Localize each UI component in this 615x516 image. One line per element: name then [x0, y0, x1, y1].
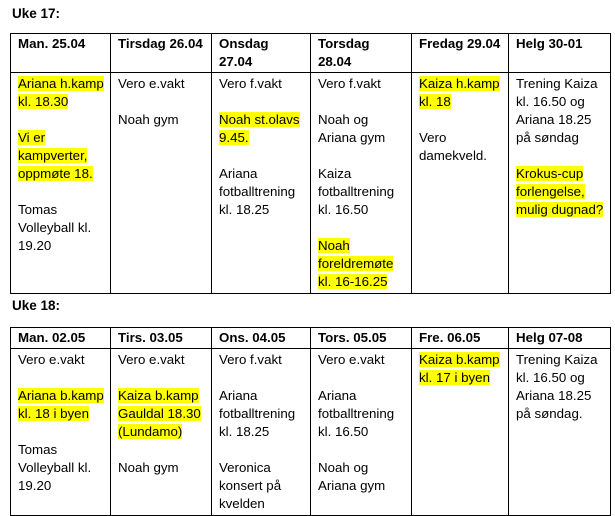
event-entry: [118, 75, 205, 93]
week-18-title: Uke 18:: [12, 298, 61, 313]
event-text: Kaiza h.kamp kl. 18: [419, 76, 500, 109]
event-entry: [118, 387, 205, 441]
event-text: Noah gym: [118, 460, 179, 475]
event-text: Tomas Volleyball kl. 19.20: [18, 442, 92, 493]
event-text: Veronica konsert på kvelden: [219, 460, 282, 511]
day-header: Tirsdag 26.04: [111, 34, 212, 73]
event-entry: [318, 387, 405, 441]
event-entry: [18, 441, 104, 495]
event-entry: [219, 459, 304, 513]
event-entry: [118, 111, 205, 129]
day-header: Torsdag 28.04: [311, 34, 412, 73]
event-text: Vero f.vakt: [219, 76, 282, 91]
day-header: Tirs. 03.05: [111, 328, 212, 349]
day-header: Man. 02.05: [11, 328, 111, 349]
event-text: Ariana b.kamp kl. 18 i byen: [18, 388, 104, 421]
event-entry: [318, 351, 405, 369]
event-text: Vero e.vakt: [118, 76, 185, 91]
day-cell: [212, 73, 311, 294]
event-entry: [118, 459, 205, 477]
event-entry: [419, 351, 502, 387]
week-18-table: [10, 327, 611, 516]
day-header: Helg 30-01: [509, 34, 611, 73]
event-entry: [18, 201, 104, 255]
event-text: Krokus-cup forlengelse, mulig dugnad?: [516, 166, 604, 217]
day-cell: [509, 349, 611, 516]
day-header: Onsdag 27.04: [212, 34, 311, 73]
event-entry: [516, 75, 604, 147]
event-text: Noah og Ariana gym: [318, 112, 386, 145]
event-text: Vero f.vakt: [219, 352, 282, 367]
event-text: Vero damekveld.: [419, 130, 487, 163]
day-header: Man. 25.04: [11, 34, 111, 73]
event-entry: [18, 351, 104, 369]
event-entry: [118, 351, 205, 369]
event-text: Vero f.vakt: [318, 76, 381, 91]
event-entry: [318, 237, 405, 291]
event-text: Ariana fotballtrening kl. 18.25: [219, 388, 296, 439]
event-text: Ariana fotballtrening kl. 18.25: [219, 166, 296, 217]
event-entry: [219, 75, 304, 93]
event-entry: [318, 75, 405, 93]
event-text: Ariana h.kamp kl. 18.30: [18, 76, 104, 109]
day-header: Fre. 06.05: [412, 328, 509, 349]
day-cell: [11, 73, 111, 294]
event-entry: [219, 111, 304, 147]
day-cell: [311, 349, 412, 516]
day-cell: [111, 73, 212, 294]
day-header: Helg 07-08: [509, 328, 611, 349]
event-entry: [516, 165, 604, 219]
day-cell: [111, 349, 212, 516]
event-text: Vero e.vakt: [118, 352, 185, 367]
header-row: [11, 328, 611, 349]
event-entry: [219, 387, 304, 441]
event-text: Kaiza b.kamp Gauldal 18.30 (Lundamo): [118, 388, 201, 439]
day-header: Tors. 05.05: [311, 328, 412, 349]
week-17-title: Uke 17:: [12, 6, 61, 21]
event-entry: [419, 75, 502, 111]
day-cell: [412, 349, 509, 516]
day-cell: [509, 73, 611, 294]
events-row: [11, 349, 611, 516]
event-text: Noah gym: [118, 112, 179, 127]
event-entry: [219, 165, 304, 219]
event-text: Vi er kampverter, oppmøte 18.: [18, 130, 93, 181]
events-row: [11, 73, 611, 294]
event-text: Kaiza fotballtrening kl. 16.50: [318, 166, 395, 217]
event-text: Vero e.vakt: [318, 352, 385, 367]
event-text: Vero e.vakt: [18, 352, 85, 367]
event-entry: [419, 129, 502, 165]
week-17-table: [10, 33, 611, 294]
day-cell: [11, 349, 111, 516]
event-text: Trening Kaiza kl. 16.50 og Ariana 18.25 på søndag.: [516, 352, 598, 421]
day-header: Ons. 04.05: [212, 328, 311, 349]
event-entry: [18, 129, 104, 183]
event-text: Trening Kaiza kl. 16.50 og Ariana 18.25 på søndag: [516, 76, 598, 145]
day-header: Fredag 29.04: [412, 34, 509, 73]
event-text: Tomas Volleyball kl. 19.20: [18, 202, 92, 253]
day-cell: [311, 73, 412, 294]
event-text: Noah og Ariana gym: [318, 460, 386, 493]
event-entry: [318, 165, 405, 219]
event-text: Noah st.olavs 9.45.: [219, 112, 300, 145]
event-text: Ariana fotballtrening kl. 16.50: [318, 388, 395, 439]
event-entry: [318, 459, 405, 495]
day-cell: [412, 73, 509, 294]
event-entry: [18, 75, 104, 111]
event-entry: [318, 111, 405, 147]
event-entry: [516, 351, 604, 423]
event-entry: [219, 351, 304, 369]
event-text: Noah foreldremøte kl. 16-16.25: [318, 238, 394, 289]
event-text: Kaiza b.kamp kl. 17 i byen: [419, 352, 500, 385]
event-entry: [18, 387, 104, 423]
header-row: [11, 34, 611, 73]
day-cell: [212, 349, 311, 516]
